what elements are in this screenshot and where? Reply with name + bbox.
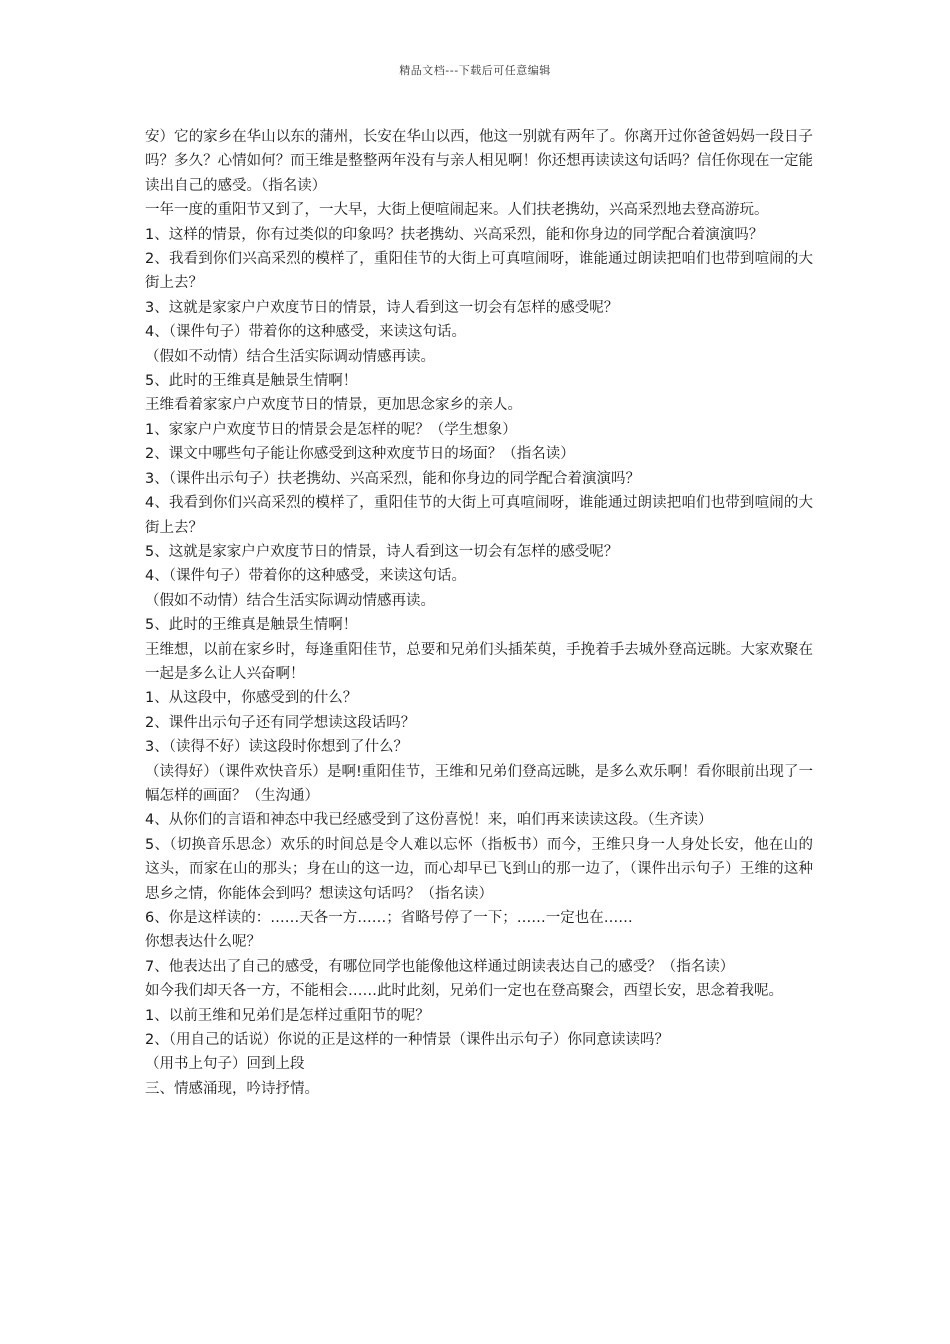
list-item: 5、（切换音乐思念）欢乐的时间总是令人难以忘怀（指板书）而今，王维只身一人身处长安，他在山的这头，而家在山的那头；身在山的这一边，而心却早已飞到山的那一边了，（课件出示句子）王维的这种思乡之情，你能体会到吗？想读这句话吗？（指名读） [145, 836, 813, 902]
list-item: 1、从这段中，你感受到的什么？ [145, 690, 358, 707]
list-item: 7、他表达出了自己的感受，有哪位同学也能像他这样通过朗读表达自己的感受？（指名读） [145, 958, 735, 975]
paragraph: （假如不动情）结合生活实际调动情感再读。 [145, 592, 435, 609]
list-item: 5、此时的王维真是触景生情啊！ [145, 373, 358, 390]
paragraph: 如今我们却天各一方，不能相会……此时此刻，兄弟们一定也在登高聚会，西望长安，思念着我呢。 [145, 983, 783, 1000]
list-item: 1、以前王维和兄弟们是怎样过重阳节的呢？ [145, 1007, 430, 1024]
list-item: 6、你是这样读的：……天各一方……；省略号停了一下；……一定也在…… [145, 910, 633, 926]
list-item: 3、（课件出示句子）扶老携幼、兴高采烈，能和你身边的同学配合着演演吗？ [145, 470, 640, 487]
paragraph: 安）它的家乡在华山以东的蒲州，长安在华山以西，他这一别就有两年了。你离开过你爸爸妈妈一段日子吗？多久？心情如何？而王维是整整两年没有与亲人相见啊！你还想再读读这句话吗？信任你现在一定能读出自己的感受。（指名读） [145, 129, 813, 194]
document-body [145, 125, 813, 1101]
paragraph: （用书上句子）回到上段 [145, 1056, 305, 1073]
list-item: 2、（用自己的话说）你说的正是这样的一种情景（课件出示句子）你同意读读吗？ [145, 1032, 669, 1049]
paragraph: 你想表达什么呢？ [145, 934, 261, 951]
list-item: 1、家家户户欢度节日的情景会是怎样的呢？（学生想象） [145, 421, 517, 438]
list-item: 4、从你们的言语和神态中我已经感受到了这份喜悦！来，咱们再来读读这段。（生齐读） [145, 812, 713, 829]
list-item: 4、（课件句子）带着你的这种感受，来读这句话。 [145, 324, 466, 341]
list-item: 3、（读得不好）读这段时你想到了什么？ [145, 739, 408, 756]
paragraph: （假如不动情）结合生活实际调动情感再读。 [145, 348, 435, 365]
list-item: 1、这样的情景，你有过类似的印象吗？扶老携幼、兴高采烈，能和你身边的同学配合着演演吗？ [145, 226, 764, 243]
list-item: 5、这就是家家户户欢度节日的情景，诗人看到这一切会有怎样的感受呢？ [145, 543, 619, 560]
list-item: 2、课文中哪些句子能让你感受到这种欢度节日的场面？（指名读） [145, 446, 575, 463]
paragraph: 一年一度的重阳节又到了，一大早，大街上便喧闹起来。人们扶老携幼，兴高采烈地去登高游玩。 [145, 202, 769, 219]
list-item: 4、我看到你们兴高采烈的模样了，重阳佳节的大街上可真喧闹呀，谁能通过朗读把咱们也带到喧闹的大街上去？ [145, 495, 813, 536]
paragraph: 王维看着家家户户欢度节日的情景，更加思念家乡的亲人。 [145, 397, 522, 414]
list-item: 5、此时的王维真是触景生情啊！ [145, 617, 358, 634]
paragraph: 王维想，以前在家乡时，每逢重阳佳节，总要和兄弟们头插茱萸，手挽着手去城外登高远眺。大家欢聚在一起是多么让人兴奋啊！ [145, 641, 813, 682]
paragraph: （读得好）（课件欢快音乐）是啊!重阳佳节，王维和兄弟们登高远眺，是多么欢乐啊！看你眼前出现了一幅怎样的画面？（生沟通） [145, 763, 813, 804]
list-item: 2、课件出示句子还有同学想读这段话吗？ [145, 714, 416, 731]
list-item: 4、（课件句子）带着你的这种感受，来读这句话。 [145, 568, 466, 585]
list-item: 2、我看到你们兴高采烈的模样了，重阳佳节的大街上可真喧闹呀，谁能通过朗读把咱们也带到喧闹的大街上去？ [145, 251, 813, 292]
page-header: 精品文档---下载后可任意编辑 [399, 64, 551, 77]
section-heading: 三、情感涌现，吟诗抒情。 [145, 1080, 319, 1097]
list-item: 3、这就是家家户户欢度节日的情景，诗人看到这一切会有怎样的感受呢？ [145, 299, 619, 316]
